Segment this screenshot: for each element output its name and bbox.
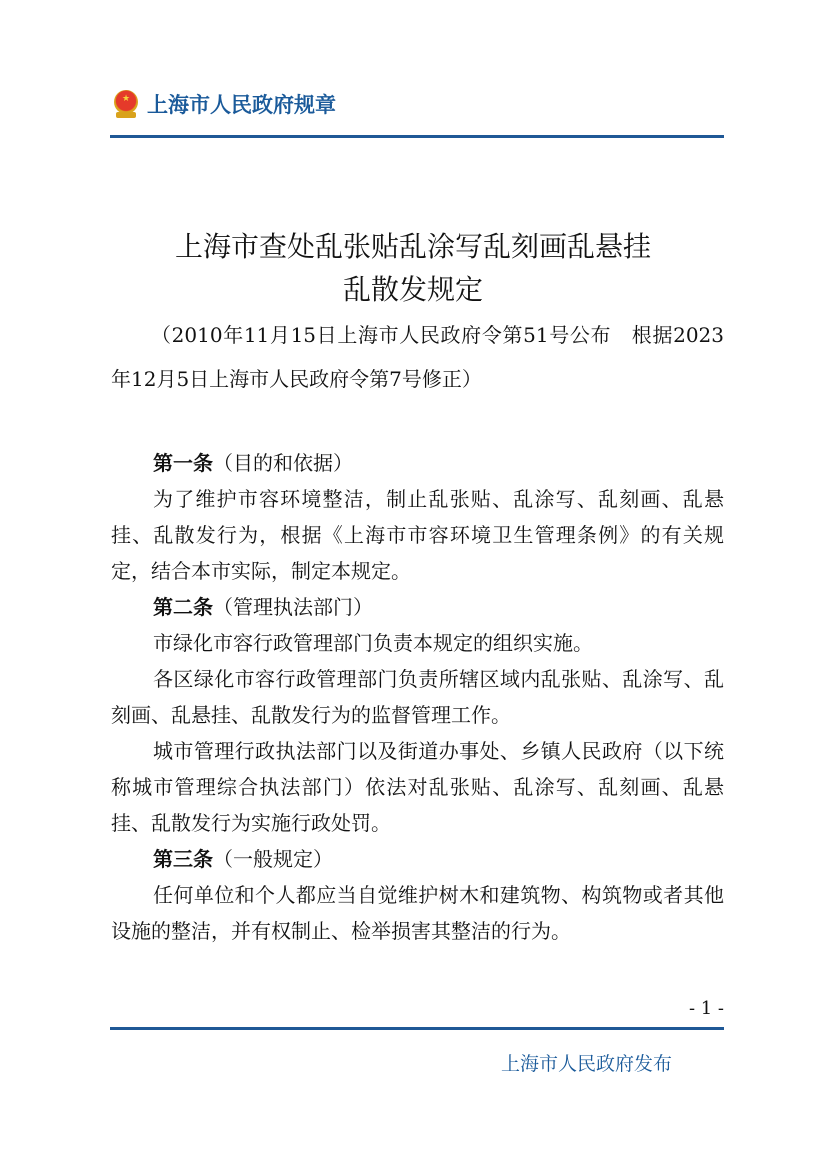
article-number: 第三条: [153, 847, 213, 871]
article-number: 第二条: [153, 595, 213, 619]
paragraph: 任何单位和个人都应当自觉维护树木和建筑物、构筑物或者其他设施的整洁，并有权制止、检举损害其整洁的行为。: [111, 883, 724, 943]
article-subject: （目的和依据）: [213, 451, 353, 475]
title-line-1: 上海市查处乱张贴乱涂写乱刻画乱悬挂: [174, 230, 651, 263]
document-body: [111, 445, 724, 949]
header-divider: [110, 135, 724, 138]
page-number: - 1 -: [688, 998, 724, 1019]
article-heading: [111, 841, 724, 877]
paragraph: 为了维护市容环境整洁，制止乱张贴、乱涂写、乱刻画、乱悬挂、乱散发行为，根据《上海市市容环境卫生管理条例》的有关规定，结合本市实际，制定本规定。: [111, 487, 724, 583]
paragraph: 市绿化市容行政管理部门负责本规定的组织实施。: [153, 631, 593, 655]
national-emblem-icon: ★: [111, 88, 141, 120]
article-subject: （一般规定）: [213, 847, 333, 871]
page-header: [111, 88, 336, 120]
article-number: 第一条: [153, 451, 213, 475]
article-heading: [111, 445, 724, 481]
document-title: [0, 225, 826, 311]
paragraph: 各区绿化市容行政管理部门负责所辖区域内乱张贴、乱涂写、乱刻画、乱悬挂、乱散发行为的监督管理工作。: [111, 667, 724, 727]
title-line-2: 乱散发规定: [342, 273, 483, 306]
paragraph: 城市管理行政执法部门以及街道办事处、乡镇人民政府（以下统称城市管理综合执法部门）依法对乱张贴、乱涂写、乱刻画、乱悬挂、乱散发行为实施行政处罚。: [111, 739, 724, 835]
article-subject: （管理执法部门）: [213, 595, 373, 619]
promulgation-note: （2010年11月15日上海市人民政府令第51号公布 根据2023年12月5日上海市人民政府令第7号修正）: [111, 323, 724, 391]
footer-publisher: 上海市人民政府发布: [501, 1053, 673, 1075]
footer-divider: [110, 1027, 724, 1030]
header-title: 上海市人民政府规章: [147, 93, 336, 117]
article-heading: [111, 589, 724, 625]
